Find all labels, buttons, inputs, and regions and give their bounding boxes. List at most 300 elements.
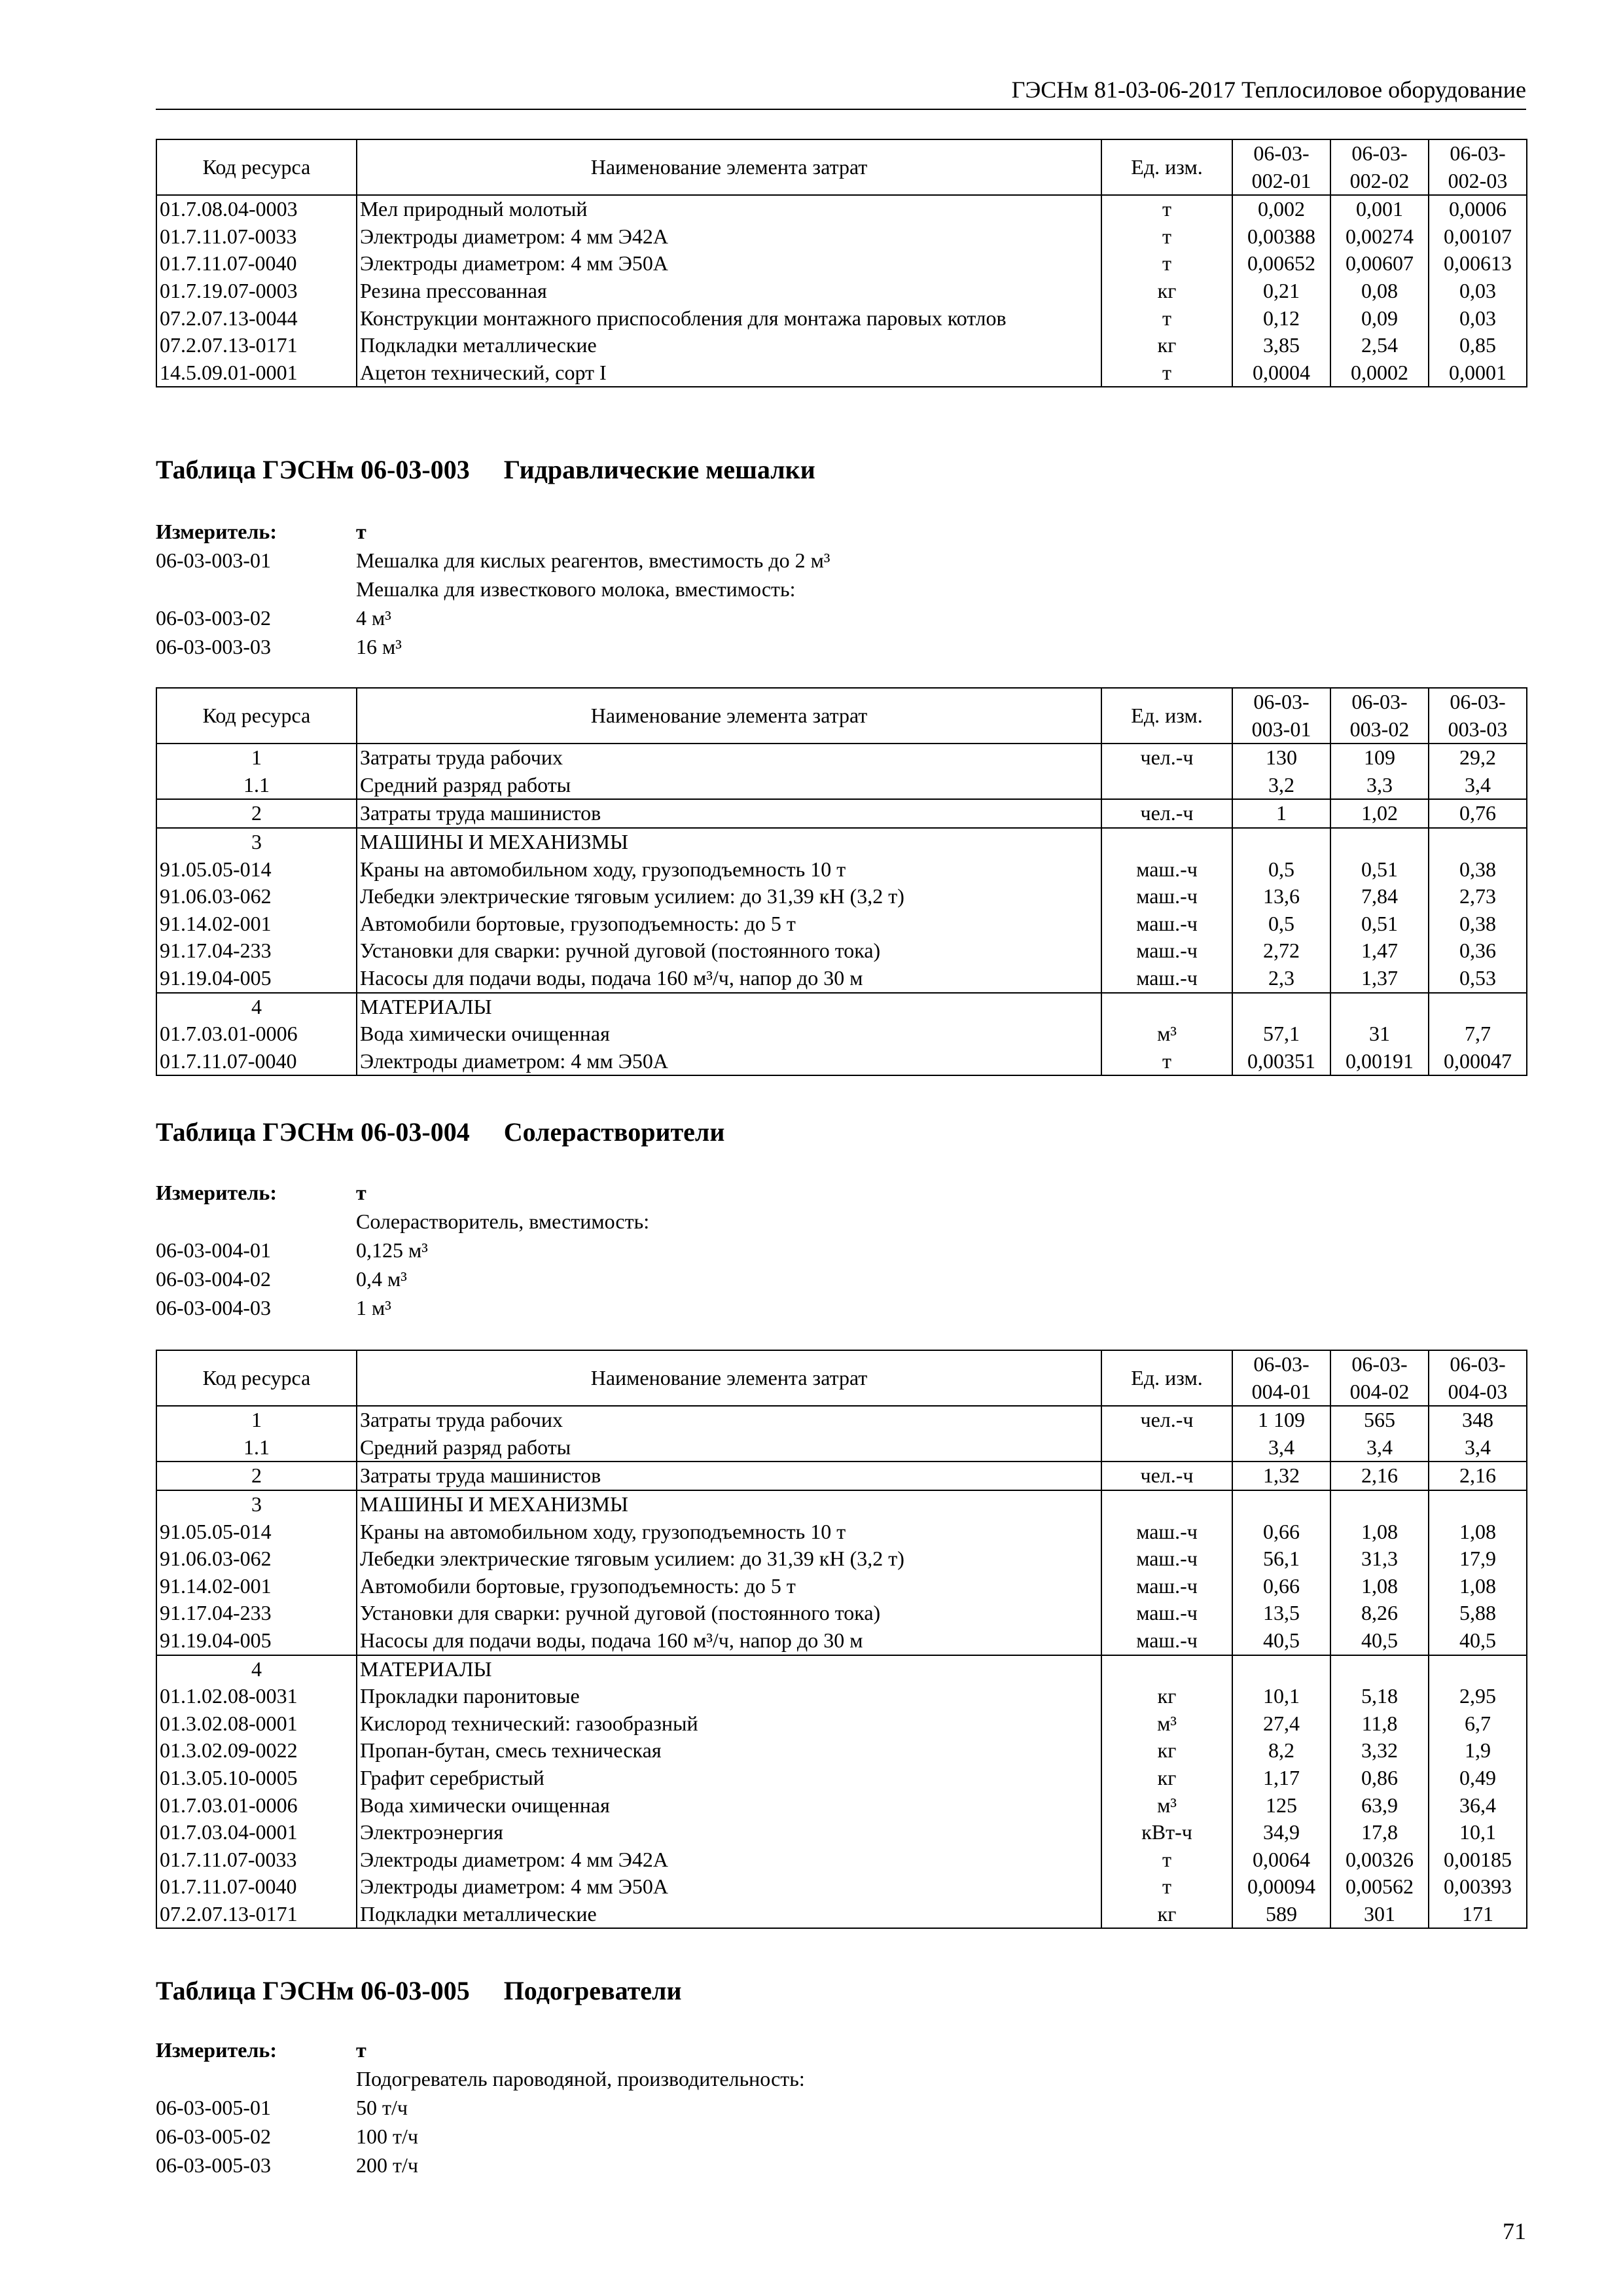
cell-unit: т xyxy=(1101,1873,1232,1901)
norm-description: 4 м³ xyxy=(356,606,391,630)
cell-value: 1,32 xyxy=(1232,1462,1330,1490)
cell-name: Ацетон технический, сорт I xyxy=(357,359,1101,387)
cell-value: 348 xyxy=(1429,1406,1527,1434)
table-row xyxy=(156,1406,1527,1434)
cell-value: 0,00388 xyxy=(1232,223,1330,251)
cell-value: 63,9 xyxy=(1330,1792,1429,1820)
cell-name: Установки для сварки: ручной дуговой (постоянного тока) xyxy=(357,1600,1101,1627)
resource-table xyxy=(156,139,1527,387)
meter-unit: т xyxy=(356,2038,366,2062)
cell-value: 2,54 xyxy=(1330,332,1429,359)
cell-unit: чел.-ч xyxy=(1101,1462,1232,1490)
norm-description: 0,125 м³ xyxy=(356,1238,428,1262)
cell-unit xyxy=(1101,772,1232,800)
norm-code: 06-03-005-03 xyxy=(156,2153,271,2177)
cell-unit: маш.-ч xyxy=(1101,1545,1232,1573)
cell-name: Затраты труда машинистов xyxy=(357,799,1101,828)
cell-value: 2,3 xyxy=(1232,965,1330,993)
cell-value: 109 xyxy=(1330,744,1429,772)
cell-unit: кг xyxy=(1101,1901,1232,1929)
cell-name: МАТЕРИАЛЫ xyxy=(357,1655,1101,1683)
table-row xyxy=(156,1462,1527,1490)
cell-name: Затраты труда рабочих xyxy=(357,744,1101,772)
cell-unit: т xyxy=(1101,250,1232,278)
cell-unit: маш.-ч xyxy=(1101,1627,1232,1655)
cell-value: 31 xyxy=(1330,1020,1429,1048)
header-rule xyxy=(156,109,1526,110)
cell-name: Подкладки металлические xyxy=(357,1901,1101,1929)
cell-name: Автомобили бортовые, грузоподъемность: до 5 т xyxy=(357,1573,1101,1600)
header-norm-code: 06-03- 003-01 xyxy=(1232,688,1330,744)
table-row xyxy=(156,1048,1527,1076)
cell-value: 10,1 xyxy=(1429,1819,1527,1846)
norm-code: 06-03-004-02 xyxy=(156,1267,271,1291)
norm-description: Подогреватель пароводяной, производительность: xyxy=(356,2067,805,2090)
cell-value: 13,6 xyxy=(1232,883,1330,910)
cell-code: 01.3.02.09-0022 xyxy=(156,1737,357,1765)
cell-code: 91.14.02-001 xyxy=(156,1573,357,1600)
header-norm-code: 06-03- 002-03 xyxy=(1429,139,1527,195)
cell-code: 01.7.11.07-0033 xyxy=(156,1846,357,1874)
cell-value: 34,9 xyxy=(1232,1819,1330,1846)
cell-value: 6,7 xyxy=(1429,1710,1527,1738)
table-row xyxy=(156,1846,1527,1874)
table-row xyxy=(156,1545,1527,1573)
table-06-03-003 xyxy=(156,687,1527,1076)
section-row xyxy=(156,1490,1527,1518)
cell-name: Прокладки паронитовые xyxy=(357,1683,1101,1710)
header-norm-code: 06-03- 004-03 xyxy=(1429,1350,1527,1406)
cell-unit: маш.-ч xyxy=(1101,883,1232,910)
cell-code: 91.19.04-005 xyxy=(156,1627,357,1655)
cell-value: 0,38 xyxy=(1429,910,1527,938)
cell-value: 0,53 xyxy=(1429,965,1527,993)
table-row xyxy=(156,1873,1527,1901)
cell-name: Автомобили бортовые, грузоподъемность: до 5 т xyxy=(357,910,1101,938)
cell-value xyxy=(1232,828,1330,856)
cell-value: 1,08 xyxy=(1429,1518,1527,1546)
cell-code: 01.7.08.04-0003 xyxy=(156,195,357,223)
header-code: Код ресурса xyxy=(156,139,357,195)
cell-value: 0,12 xyxy=(1232,305,1330,332)
cell-unit: маш.-ч xyxy=(1101,1600,1232,1627)
cell-unit xyxy=(1101,1655,1232,1683)
cell-code: 01.7.03.01-0006 xyxy=(156,1020,357,1048)
cell-value: 125 xyxy=(1232,1792,1330,1820)
cell-name: Электроды диаметром: 4 мм Э42А xyxy=(357,223,1101,251)
cell-unit: кг xyxy=(1101,1765,1232,1792)
table-prefix: Таблица ГЭСНм 06-03-003 xyxy=(156,455,470,484)
header-name: Наименование элемента затрат xyxy=(357,688,1101,744)
cell-code: 14.5.09.01-0001 xyxy=(156,359,357,387)
cell-name: Лебедки электрические тяговым усилием: до 31,39 кН (3,2 т) xyxy=(357,1545,1101,1573)
meter-label: Измеритель: xyxy=(156,1181,277,1204)
cell-unit: т xyxy=(1101,1846,1232,1874)
cell-unit xyxy=(1101,1434,1232,1462)
cell-name: Краны на автомобильном ходу, грузоподъемность 10 т xyxy=(357,856,1101,884)
section-title-003 xyxy=(156,454,815,485)
cell-value: 0,00191 xyxy=(1330,1048,1429,1076)
cell-name: Затраты труда машинистов xyxy=(357,1462,1101,1490)
cell-code: 4 xyxy=(156,993,357,1021)
cell-value: 0,36 xyxy=(1429,937,1527,965)
cell-code: 01.7.11.07-0033 xyxy=(156,223,357,251)
header-norm-code: 06-03- 002-02 xyxy=(1330,139,1429,195)
cell-name: МАШИНЫ И МЕХАНИЗМЫ xyxy=(357,1490,1101,1518)
table-row xyxy=(156,305,1527,332)
table-row xyxy=(156,223,1527,251)
norm-code xyxy=(156,1207,356,1236)
cell-value: 0,0002 xyxy=(1330,359,1429,387)
header-norm-code: 06-03- 004-01 xyxy=(1232,1350,1330,1406)
table-header-row xyxy=(156,1350,1527,1406)
cell-code: 91.05.05-014 xyxy=(156,856,357,884)
cell-value: 0,38 xyxy=(1429,856,1527,884)
cell-value: 0,00607 xyxy=(1330,250,1429,278)
cell-value: 3,4 xyxy=(1232,1434,1330,1462)
cell-unit: кг xyxy=(1101,332,1232,359)
table-row xyxy=(156,1819,1527,1846)
cell-code: 07.2.07.13-0044 xyxy=(156,305,357,332)
cell-value xyxy=(1429,828,1527,856)
cell-code: 91.17.04-233 xyxy=(156,1600,357,1627)
table-row xyxy=(156,856,1527,884)
meter-block-005 xyxy=(156,2036,805,2179)
cell-value: 0,00047 xyxy=(1429,1048,1527,1076)
section-row xyxy=(156,1655,1527,1683)
norm-description: Мешалка для кислых реагентов, вместимость до 2 м³ xyxy=(356,548,830,572)
cell-code: 2 xyxy=(156,1462,357,1490)
norm-description: 16 м³ xyxy=(356,635,402,658)
table-row xyxy=(156,1710,1527,1738)
table-row xyxy=(156,1020,1527,1048)
meter-item xyxy=(156,546,830,575)
table-row xyxy=(156,1600,1527,1627)
meter-item xyxy=(156,1236,649,1265)
table-prefix: Таблица ГЭСНм 06-03-004 xyxy=(156,1117,470,1147)
cell-unit: маш.-ч xyxy=(1101,965,1232,993)
cell-code: 91.05.05-014 xyxy=(156,1518,357,1546)
cell-name: Вода химически очищенная xyxy=(357,1020,1101,1048)
cell-value xyxy=(1330,1490,1429,1518)
meter-item xyxy=(156,2093,805,2122)
cell-name: Насосы для подачи воды, подача 160 м³/ч, напор до 30 м xyxy=(357,965,1101,993)
cell-unit: маш.-ч xyxy=(1101,1518,1232,1546)
cell-code: 01.7.03.04-0001 xyxy=(156,1819,357,1846)
cell-name: Затраты труда рабочих xyxy=(357,1406,1101,1434)
cell-name: Пропан-бутан, смесь техническая xyxy=(357,1737,1101,1765)
meter-label: Измеритель: xyxy=(156,520,277,543)
cell-value: 3,4 xyxy=(1330,1434,1429,1462)
cell-code: 1 xyxy=(156,744,357,772)
cell-code: 91.14.02-001 xyxy=(156,910,357,938)
table-row xyxy=(156,278,1527,305)
cell-code: 1.1 xyxy=(156,1434,357,1462)
header-unit: Ед. изм. xyxy=(1101,1350,1232,1406)
page-number: 71 xyxy=(1503,2218,1526,2244)
cell-unit: т xyxy=(1101,305,1232,332)
cell-code: 3 xyxy=(156,1490,357,1518)
cell-value xyxy=(1232,1490,1330,1518)
cell-name: МАТЕРИАЛЫ xyxy=(357,993,1101,1021)
norm-description: 100 т/ч xyxy=(356,2125,418,2148)
cell-value: 0,09 xyxy=(1330,305,1429,332)
cell-value: 3,4 xyxy=(1429,772,1527,800)
section-row xyxy=(156,828,1527,856)
table-row xyxy=(156,883,1527,910)
table-prefix: Таблица ГЭСНм 06-03-005 xyxy=(156,1976,470,2005)
section-title-005 xyxy=(156,1975,682,2006)
cell-unit: т xyxy=(1101,359,1232,387)
norm-code: 06-03-005-01 xyxy=(156,2096,271,2119)
cell-value: 40,5 xyxy=(1232,1627,1330,1655)
meter-item xyxy=(156,603,830,632)
cell-name: Средний разряд работы xyxy=(357,772,1101,800)
cell-unit: чел.-ч xyxy=(1101,1406,1232,1434)
cell-value: 2,72 xyxy=(1232,937,1330,965)
cell-value xyxy=(1232,993,1330,1021)
cell-value: 1 xyxy=(1232,799,1330,828)
table-row xyxy=(156,1573,1527,1600)
cell-value: 0,00351 xyxy=(1232,1048,1330,1076)
cell-name: Электроды диаметром: 4 мм Э50А xyxy=(357,250,1101,278)
cell-value: 0,0001 xyxy=(1429,359,1527,387)
cell-code: 91.06.03-062 xyxy=(156,883,357,910)
cell-value: 565 xyxy=(1330,1406,1429,1434)
table-row xyxy=(156,1901,1527,1929)
cell-value: 0,66 xyxy=(1232,1573,1330,1600)
cell-value: 27,4 xyxy=(1232,1710,1330,1738)
cell-unit: маш.-ч xyxy=(1101,910,1232,938)
cell-code: 91.17.04-233 xyxy=(156,937,357,965)
norm-code: 06-03-004-03 xyxy=(156,1296,271,1319)
cell-unit: кг xyxy=(1101,278,1232,305)
cell-code: 1 xyxy=(156,1406,357,1434)
header-code: Код ресурса xyxy=(156,1350,357,1406)
cell-name: Установки для сварки: ручной дуговой (постоянного тока) xyxy=(357,937,1101,965)
cell-unit: маш.-ч xyxy=(1101,856,1232,884)
cell-value: 40,5 xyxy=(1330,1627,1429,1655)
cell-value: 0,00274 xyxy=(1330,223,1429,251)
cell-value: 1,02 xyxy=(1330,799,1429,828)
cell-value: 0,85 xyxy=(1429,332,1527,359)
header-norm-code: 06-03- 003-02 xyxy=(1330,688,1429,744)
cell-code: 3 xyxy=(156,828,357,856)
cell-value: 0,76 xyxy=(1429,799,1527,828)
cell-value: 2,95 xyxy=(1429,1683,1527,1710)
cell-value: 17,8 xyxy=(1330,1819,1429,1846)
cell-value: 0,08 xyxy=(1330,278,1429,305)
cell-code: 01.7.11.07-0040 xyxy=(156,1048,357,1076)
cell-value: 0,21 xyxy=(1232,278,1330,305)
cell-value xyxy=(1330,993,1429,1021)
cell-unit xyxy=(1101,1490,1232,1518)
cell-code: 2 xyxy=(156,799,357,828)
cell-value: 40,5 xyxy=(1429,1627,1527,1655)
header-name: Наименование элемента затрат xyxy=(357,139,1101,195)
cell-value: 2,73 xyxy=(1429,883,1527,910)
meter-item xyxy=(156,2064,805,2093)
meter-item xyxy=(156,1265,649,1293)
cell-code: 01.7.11.07-0040 xyxy=(156,250,357,278)
meter-item xyxy=(156,2122,805,2151)
cell-value xyxy=(1330,1655,1429,1683)
table-row xyxy=(156,772,1527,800)
cell-value: 0,00562 xyxy=(1330,1873,1429,1901)
meter-unit: т xyxy=(356,520,366,543)
table-row xyxy=(156,1765,1527,1792)
cell-code: 1.1 xyxy=(156,772,357,800)
cell-value: 0,86 xyxy=(1330,1765,1429,1792)
cell-value: 3,32 xyxy=(1330,1737,1429,1765)
meter-item xyxy=(156,575,830,603)
cell-value: 3,4 xyxy=(1429,1434,1527,1462)
cell-code: 01.7.03.01-0006 xyxy=(156,1792,357,1820)
meter-row xyxy=(156,517,830,546)
cell-name: Электроды диаметром: 4 мм Э50А xyxy=(357,1048,1101,1076)
cell-unit: т xyxy=(1101,1048,1232,1076)
cell-code: 01.3.05.10-0005 xyxy=(156,1765,357,1792)
cell-name: Лебедки электрические тяговым усилием: до 31,39 кН (3,2 т) xyxy=(357,883,1101,910)
cell-value: 0,00393 xyxy=(1429,1873,1527,1901)
norm-code: 06-03-003-01 xyxy=(156,548,271,572)
table-header-row xyxy=(156,139,1527,195)
cell-value: 36,4 xyxy=(1429,1792,1527,1820)
cell-value: 589 xyxy=(1232,1901,1330,1929)
cell-name: Электроэнергия xyxy=(357,1819,1101,1846)
cell-value: 3,2 xyxy=(1232,772,1330,800)
cell-value: 0,49 xyxy=(1429,1765,1527,1792)
cell-value: 0,00107 xyxy=(1429,223,1527,251)
cell-unit: кВт-ч xyxy=(1101,1819,1232,1846)
norm-description: Солерастворитель, вместимость: xyxy=(356,1210,650,1233)
table-row xyxy=(156,1792,1527,1820)
header-norm-code: 06-03- 004-02 xyxy=(1330,1350,1429,1406)
cell-unit xyxy=(1101,828,1232,856)
meter-item xyxy=(156,1207,649,1236)
table-row xyxy=(156,799,1527,828)
cell-unit: м³ xyxy=(1101,1710,1232,1738)
cell-name: Резина прессованная xyxy=(357,278,1101,305)
cell-name: Электроды диаметром: 4 мм Э42А xyxy=(357,1846,1101,1874)
cell-value: 2,16 xyxy=(1330,1462,1429,1490)
cell-name: Краны на автомобильном ходу, грузоподъемность 10 т xyxy=(357,1518,1101,1546)
norm-code xyxy=(156,575,356,603)
cell-code: 01.1.02.08-0031 xyxy=(156,1683,357,1710)
cell-value: 0,00613 xyxy=(1429,250,1527,278)
norm-code: 06-03-004-01 xyxy=(156,1238,271,1262)
cell-value: 1 109 xyxy=(1232,1406,1330,1434)
cell-value: 0,002 xyxy=(1232,195,1330,223)
cell-value: 0,00326 xyxy=(1330,1846,1429,1874)
table-row xyxy=(156,1434,1527,1462)
table-name: Гидравлические мешалки xyxy=(503,455,815,484)
cell-name: Мел природный молотый xyxy=(357,195,1101,223)
section-row xyxy=(156,993,1527,1021)
table-row xyxy=(156,965,1527,993)
meter-label: Измеритель: xyxy=(156,2038,277,2062)
norm-description: 0,4 м³ xyxy=(356,1267,407,1291)
cell-unit: чел.-ч xyxy=(1101,799,1232,828)
cell-value: 5,18 xyxy=(1330,1683,1429,1710)
cell-value xyxy=(1232,1655,1330,1683)
cell-code: 07.2.07.13-0171 xyxy=(156,1901,357,1929)
cell-value xyxy=(1429,1655,1527,1683)
meter-row xyxy=(156,2036,805,2064)
cell-unit xyxy=(1101,993,1232,1021)
norm-code xyxy=(156,2064,356,2093)
cell-unit: т xyxy=(1101,223,1232,251)
cell-value: 17,9 xyxy=(1429,1545,1527,1573)
cell-value xyxy=(1429,993,1527,1021)
table-row xyxy=(156,250,1527,278)
table-row xyxy=(156,910,1527,938)
table-row xyxy=(156,1737,1527,1765)
table-row xyxy=(156,1627,1527,1655)
table-06-03-002-continuation xyxy=(156,139,1527,387)
cell-name: Вода химически очищенная xyxy=(357,1792,1101,1820)
table-header-row xyxy=(156,688,1527,744)
cell-value: 0,5 xyxy=(1232,856,1330,884)
cell-value: 0,001 xyxy=(1330,195,1429,223)
cell-value: 1,08 xyxy=(1330,1518,1429,1546)
table-row xyxy=(156,1683,1527,1710)
table-06-03-004 xyxy=(156,1350,1527,1929)
cell-name: Средний разряд работы xyxy=(357,1434,1101,1462)
cell-unit: кг xyxy=(1101,1737,1232,1765)
cell-value xyxy=(1330,828,1429,856)
cell-value: 3,3 xyxy=(1330,772,1429,800)
header-code: Код ресурса xyxy=(156,688,357,744)
cell-value: 7,84 xyxy=(1330,883,1429,910)
cell-value: 0,51 xyxy=(1330,910,1429,938)
norm-description: 200 т/ч xyxy=(356,2153,418,2177)
cell-value: 171 xyxy=(1429,1901,1527,1929)
cell-value: 0,0006 xyxy=(1429,195,1527,223)
cell-code: 91.19.04-005 xyxy=(156,965,357,993)
table-row xyxy=(156,744,1527,772)
cell-value: 0,5 xyxy=(1232,910,1330,938)
cell-value: 0,00094 xyxy=(1232,1873,1330,1901)
cell-unit: м³ xyxy=(1101,1020,1232,1048)
cell-value: 13,5 xyxy=(1232,1600,1330,1627)
running-header: ГЭСНм 81-03-06-2017 Теплосиловое оборудование xyxy=(1011,77,1526,103)
meter-row xyxy=(156,1178,649,1207)
resource-table xyxy=(156,1350,1527,1929)
cell-code: 91.06.03-062 xyxy=(156,1545,357,1573)
norm-code: 06-03-005-02 xyxy=(156,2125,271,2148)
cell-value: 0,0004 xyxy=(1232,359,1330,387)
cell-value: 29,2 xyxy=(1429,744,1527,772)
cell-unit: маш.-ч xyxy=(1101,937,1232,965)
cell-value: 7,7 xyxy=(1429,1020,1527,1048)
cell-code: 07.2.07.13-0171 xyxy=(156,332,357,359)
cell-value: 8,26 xyxy=(1330,1600,1429,1627)
table-name: Солерастворители xyxy=(503,1117,725,1147)
cell-unit: чел.-ч xyxy=(1101,744,1232,772)
cell-unit: т xyxy=(1101,195,1232,223)
cell-value: 1,08 xyxy=(1429,1573,1527,1600)
cell-code: 01.7.11.07-0040 xyxy=(156,1873,357,1901)
cell-code: 01.3.02.08-0001 xyxy=(156,1710,357,1738)
header-unit: Ед. изм. xyxy=(1101,688,1232,744)
cell-name: Насосы для подачи воды, подача 160 м³/ч, напор до 30 м xyxy=(357,1627,1101,1655)
table-row xyxy=(156,1518,1527,1546)
cell-name: Кислород технический: газообразный xyxy=(357,1710,1101,1738)
header-unit: Ед. изм. xyxy=(1101,139,1232,195)
cell-value: 0,66 xyxy=(1232,1518,1330,1546)
norm-code: 06-03-003-02 xyxy=(156,606,271,630)
